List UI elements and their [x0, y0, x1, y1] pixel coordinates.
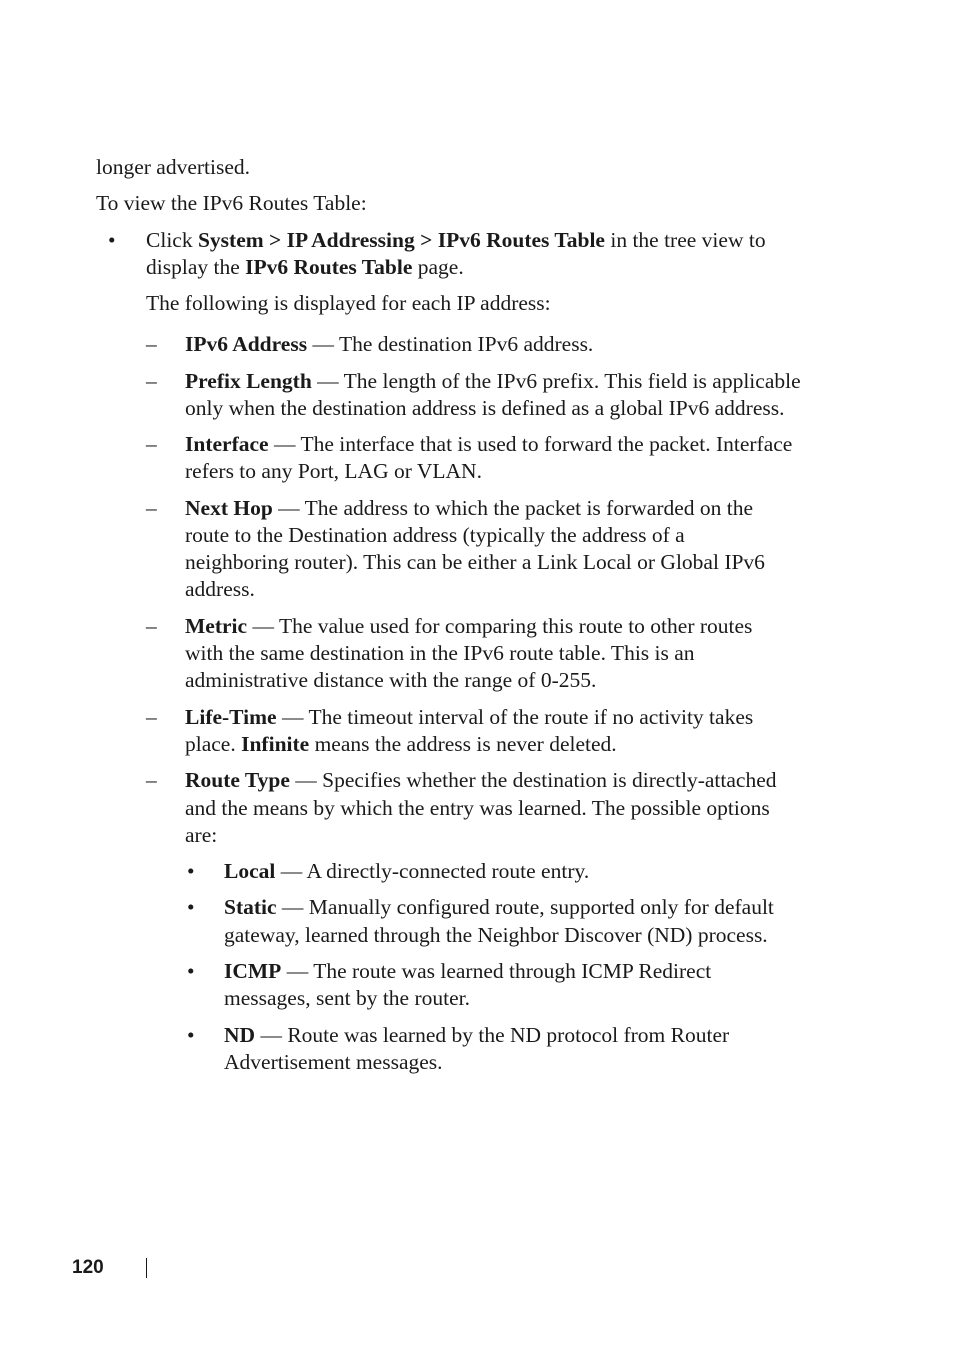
field-interface: [185, 431, 792, 458]
option-bullet: •: [187, 859, 195, 883]
field-sep: —: [311, 369, 344, 393]
field-sep: —: [276, 705, 309, 729]
field-sep: —: [289, 768, 323, 792]
option-term: ICMP: [224, 959, 282, 983]
step-text: page.: [412, 255, 464, 279]
option-desc-cont: gateway, learned through the Neighbor Discover (ND) process.: [224, 923, 768, 947]
field-desc: means the address is never deleted.: [309, 732, 617, 756]
field-next-hop: [185, 495, 753, 522]
footer-divider: [146, 1258, 147, 1278]
field-term: Interface: [185, 432, 269, 456]
step-bullet: •: [108, 228, 116, 252]
field-term: Metric: [185, 614, 248, 638]
field-sep: —: [307, 332, 339, 356]
intro-text: To view the IPv6 Routes Table:: [96, 191, 367, 215]
field-desc: The value used for comparing this route to other routes: [278, 614, 753, 638]
field-prefix-length: [185, 368, 801, 395]
field-dash: –: [146, 496, 157, 520]
field-term: IPv6 Address: [185, 332, 308, 356]
menu-path: System > IP Addressing > IPv6 Routes Table: [197, 228, 605, 252]
option-desc: A directly-connected route entry.: [306, 859, 590, 883]
field-desc-cont: only when the destination address is defined as a global IPv6 address.: [185, 396, 785, 420]
field-dash: –: [146, 432, 157, 456]
field-route-type: [185, 767, 777, 794]
field-dash: –: [146, 614, 157, 638]
option-nd: [224, 1022, 729, 1049]
option-term: ND: [224, 1023, 256, 1047]
option-desc: Route was learned by the ND protocol from Router: [287, 1023, 730, 1047]
field-desc: The destination IPv6 address.: [338, 332, 594, 356]
field-term: Prefix Length: [185, 369, 312, 393]
field-sep: —: [247, 614, 279, 638]
field-desc: Specifies whether the destination is directly-attached: [322, 768, 777, 792]
field-ipv6-address: [185, 331, 593, 358]
step-line-1: [146, 227, 766, 254]
option-desc: The route was learned through ICMP Redirect: [313, 959, 712, 983]
option-sep: —: [255, 1023, 288, 1047]
step-text: display the: [146, 255, 246, 279]
field-desc-cont: with the same destination in the IPv6 route table. This is an: [185, 641, 695, 665]
field-desc-cont: neighboring router). This can be either a Link Local or Global IPv6: [185, 550, 765, 574]
field-desc-cont: and the means by which the entry was learned. The possible options: [185, 796, 770, 820]
option-sep: —: [281, 959, 314, 983]
field-dash: –: [146, 768, 157, 792]
field-dash: –: [146, 332, 157, 356]
field-desc-cont: refers to any Port, LAG or VLAN.: [185, 459, 482, 483]
field-desc: The timeout interval of the route if no activity takes: [308, 705, 754, 729]
field-desc-cont: address.: [185, 577, 255, 601]
field-desc-cont: [185, 731, 617, 758]
field-life-time: [185, 704, 753, 731]
field-desc: place.: [185, 732, 242, 756]
displayed-text: The following is displayed for each IP address:: [146, 291, 551, 315]
field-term: Next Hop: [185, 496, 273, 520]
option-term: Local: [224, 859, 276, 883]
field-metric: [185, 613, 752, 640]
field-desc: The length of the IPv6 prefix. This field is applicable: [343, 369, 801, 393]
option-term: Static: [224, 895, 277, 919]
option-static: [224, 894, 774, 921]
field-dash: –: [146, 705, 157, 729]
option-desc-cont: messages, sent by the router.: [224, 986, 471, 1010]
field-dash: –: [146, 369, 157, 393]
option-sep: —: [276, 895, 309, 919]
continuation-text: longer advertised.: [96, 155, 251, 179]
option-bullet: •: [187, 959, 195, 983]
step-text: Click: [146, 228, 198, 252]
field-desc-cont: route to the Destination address (typically the address of a: [185, 523, 685, 547]
page-number: 120: [72, 1257, 104, 1278]
option-bullet: •: [187, 895, 195, 919]
field-desc: The address to which the packet is forwarded on the: [304, 496, 754, 520]
option-desc: Manually configured route, supported only for default: [308, 895, 774, 919]
option-local: [224, 858, 589, 885]
option-bullet: •: [187, 1023, 195, 1047]
option-icmp: [224, 958, 711, 985]
step-text: in the tree view to: [604, 228, 766, 252]
field-desc-cont: administrative distance with the range of 0-255.: [185, 668, 597, 692]
infinite-term: Infinite: [241, 732, 310, 756]
field-sep: —: [268, 432, 301, 456]
field-sep: —: [272, 496, 305, 520]
page-name: IPv6 Routes Table: [245, 255, 413, 279]
option-sep: —: [275, 859, 307, 883]
field-desc: The interface that is used to forward the packet. Interface: [300, 432, 793, 456]
field-term: Life-Time: [185, 705, 277, 729]
field-term: Route Type: [185, 768, 290, 792]
field-desc-cont: are:: [185, 823, 218, 847]
option-desc-cont: Advertisement messages.: [224, 1050, 443, 1074]
step-line-2: [146, 254, 464, 281]
